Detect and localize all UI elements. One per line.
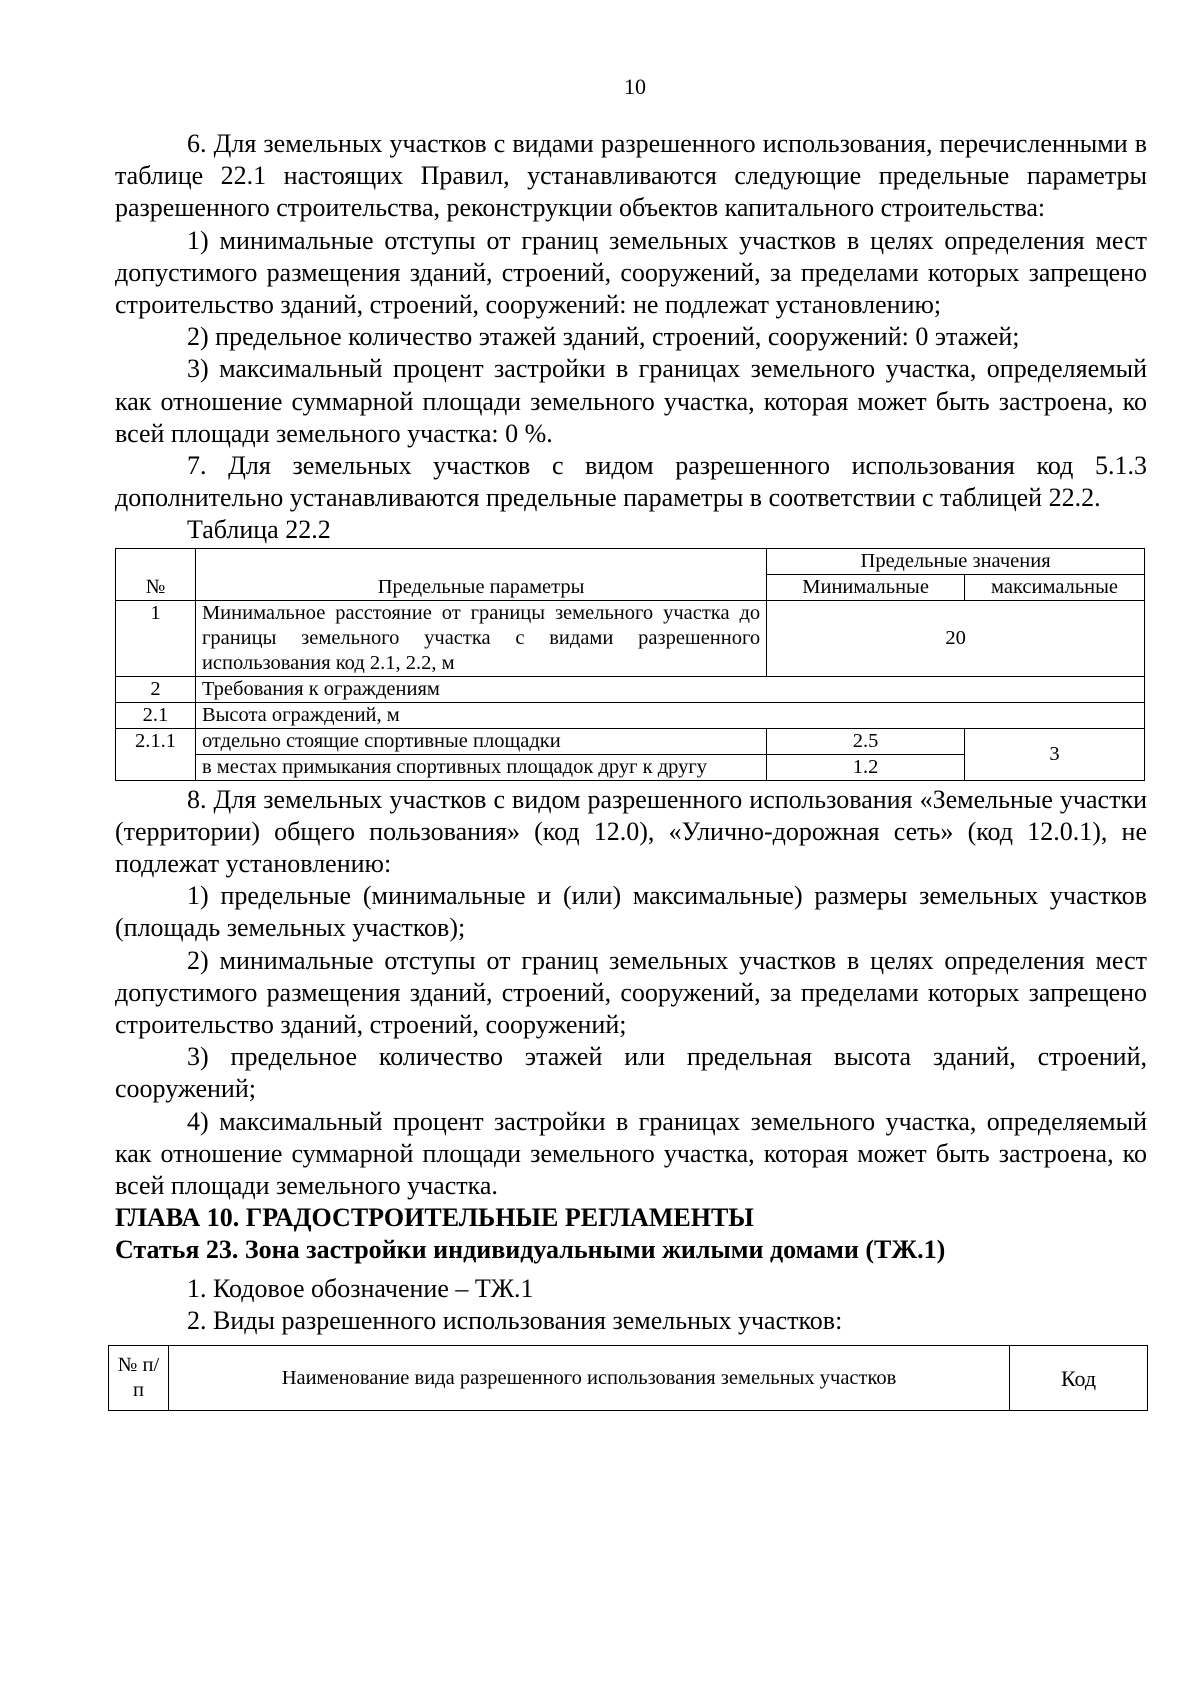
row-param: Минимальное расстояние от границы земельного участка до границы земельного участка с видами разрешенного использования код 2.1, 2.2, м (195, 600, 766, 676)
header-num: № (116, 548, 196, 600)
paragraph-8-item-1: 1) предельные (минимальные и (или) максимальные) размеры земельных участков (площадь земельных участков); (115, 881, 1147, 943)
row-num: 2 (116, 676, 196, 702)
table-row (116, 728, 1145, 754)
row-param: в местах примыкания спортивных площадок друг к другу (195, 754, 766, 780)
header-limits: Предельные значения (767, 548, 1145, 574)
params-table (115, 548, 1145, 781)
row-param: отдельно стоящие спортивные площадки (195, 728, 766, 754)
table-row (116, 600, 1145, 676)
paragraph-8-item-3: 3) предельное количество этажей или предельная высота зданий, строений, сооружений; (115, 1042, 1147, 1104)
uses-header-name: Наименование вида разрешенного использования земельных участков (168, 1346, 1009, 1411)
row-min: 2.5 (767, 728, 965, 754)
table-caption: Таблица 22.2 (187, 515, 331, 545)
row-value: 20 (767, 600, 1145, 676)
table-header-row (116, 548, 1145, 574)
article-item-2: 2. Виды разрешенного использования земельных участков: (187, 1305, 843, 1335)
document-body (115, 128, 1147, 1411)
uses-header-num: № п/п (109, 1346, 169, 1411)
article-item-1: 1. Кодовое обозначение – ТЖ.1 (187, 1273, 534, 1303)
page-number: 10 (624, 74, 646, 99)
paragraph-8-item-4: 4) максимальный процент застройки в границах земельного участка, определяемый как отношение суммарной площади земельного участка, которая может быть застроена, ко всей площади земельного участка. (115, 1106, 1147, 1201)
paragraph-6-item-1: 1) минимальные отступы от границ земельных участков в целях определения мест допустимого размещения зданий, строений, сооружений, за пределами которых запрещено строительство зданий, строений, сооружений: не подлежат установлению; (115, 225, 1147, 320)
uses-header-code: Код (1010, 1346, 1148, 1411)
chapter-title: ГЛАВА 10. ГРАДОСТРОИТЕЛЬНЫЕ РЕГЛАМЕНТЫ (115, 1203, 754, 1233)
row-param: Высота ограждений, м (195, 702, 1144, 728)
paragraph-6-item-3: 3) максимальный процент застройки в границах земельного участка, определяемый как отношение суммарной площади земельного участка, которая может быть застроена, ко всей площади земельного участка: 0 %. (115, 354, 1147, 448)
paragraph-6-item-2: 2) предельное количество этажей зданий, строений, сооружений: 0 этажей; (187, 322, 1020, 352)
table-row (116, 676, 1145, 702)
paragraph-8: 8. Для земельных участков с видом разрешенного использования «Земельные участки (территории) общего пользования» (код 12.0), «Улично-дорожная сеть» (код 12.0.1), не подлежат установлению: (115, 784, 1147, 879)
article-title: Статья 23. Зона застройки индивидуальными жилыми домами (ТЖ.1) (115, 1235, 946, 1265)
paragraph-8-item-2: 2) минимальные отступы от границ земельных участков в целях определения мест допустимого размещения зданий, строений, сооружений, за пределами которых запрещено строительство зданий, строений, сооружений; (115, 945, 1147, 1040)
header-max: максимальные (965, 574, 1145, 600)
uses-table (108, 1345, 1148, 1411)
paragraph-6: 6. Для земельных участков с видами разрешенного использования, перечисленными в таблице 22.1 настоящих Правил, устанавливаются следующие предельные параметры разрешенного строительства, реконструкции объектов капитального строительства: (115, 129, 1147, 223)
row-num: 2.1 (116, 702, 196, 728)
header-param: Предельные параметры (195, 548, 766, 600)
row-param: Требования к ограждениям (195, 676, 1144, 702)
table-row (116, 702, 1145, 728)
row-num: 1 (116, 600, 196, 676)
header-min: Минимальные (767, 574, 965, 600)
row-num: 2.1.1 (116, 728, 196, 780)
row-max: 3 (965, 728, 1145, 780)
uses-table-header-row (109, 1346, 1148, 1411)
row-min: 1.2 (767, 754, 965, 780)
paragraph-7: 7. Для земельных участков с видом разрешенного использования код 5.1.3 дополнительно устанавливаются предельные параметры в соответствии с таблицей 22.2. (115, 451, 1147, 513)
